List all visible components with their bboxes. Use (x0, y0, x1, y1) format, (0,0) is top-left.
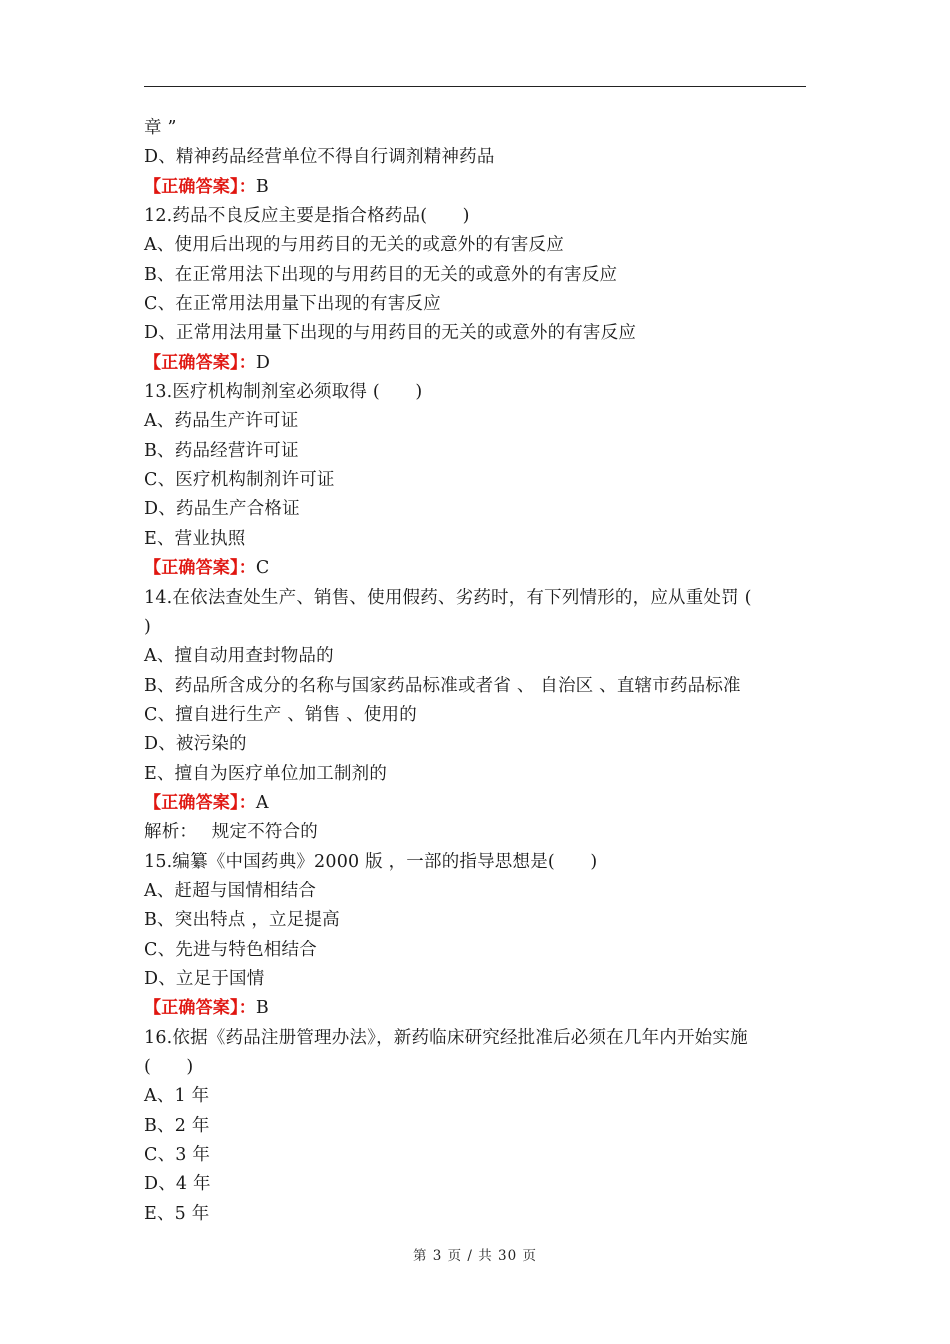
text-line: B、在正常用法下出现的与用药目的无关的或意外的有害反应 (144, 264, 618, 285)
text-line: C、先进与特色相结合 (144, 939, 317, 960)
text-line: A、擅自动用查封物品的 (144, 646, 334, 667)
text-line: C、医疗机构制剂许可证 (144, 470, 335, 491)
text-line: ) (144, 616, 152, 637)
text-line: 16.依据《药品注册管理办法》，新药临床研究经批准后必须在几年内开始实施 (144, 1027, 748, 1048)
text-line: 15.编纂《中国药典》2000 版 ，一部的指导思想是( ) (144, 851, 598, 872)
answer-label: 【正确答案】： (144, 998, 256, 1019)
text-line: D、立足于国情 (144, 968, 265, 989)
answer-line (144, 349, 806, 378)
answer-line (144, 994, 806, 1023)
text-line: A、使用后出现的与用药目的无关的或意外的有害反应 (144, 235, 564, 256)
answer-value: A (255, 792, 269, 813)
answer-line (144, 789, 806, 818)
text-line: C、擅自进行生产 、销售 、使用的 (144, 704, 417, 725)
text-line: D、精神药品经营单位不得自行调剂精神药品 (144, 147, 495, 168)
text-line: E、5 年 (144, 1203, 210, 1224)
text-line: E、营业执照 (144, 528, 246, 549)
text-line: B、药品所含成分的名称与国家药品标准或者省 、 自治区 、直辖市药品标准 (144, 675, 741, 696)
answer-label: 【正确答案】： (144, 176, 256, 197)
text-line: 13.医疗机构制剂室必须取得 ( ) (144, 382, 423, 403)
header-rule (144, 86, 806, 87)
answer-value: C (255, 558, 270, 579)
answer-value: B (255, 998, 269, 1019)
text-line: 14.在依法查处生产、销售、使用假药、劣药时，有下列情形的，应从重处罚 ( (144, 587, 752, 608)
answer-value: B (255, 176, 269, 197)
text-line: 解析： 规定不符合的 (144, 822, 319, 843)
page-footer: 第 3 页 / 共 30 页 (412, 1248, 538, 1264)
answer-line (144, 554, 806, 583)
answer-line (144, 173, 806, 202)
text-line: D、药品生产合格证 (144, 499, 300, 520)
text-line: D、正常用法用量下出现的与用药目的无关的或意外的有害反应 (144, 323, 637, 344)
answer-label: 【正确答案】： (144, 352, 256, 373)
text-line: B、2 年 (144, 1115, 210, 1136)
text-line: 12.药品不良反应主要是指合格药品( ) (144, 206, 470, 227)
answer-value: D (255, 352, 271, 373)
text-line: 章 ” (144, 118, 177, 138)
answer-label: 【正确答案】： (144, 792, 256, 813)
text-line: D、被污染的 (144, 734, 247, 755)
text-line: A、1 年 (144, 1086, 210, 1107)
text-line: B、突出特点 ，立足提高 (144, 910, 340, 931)
text-line: E、擅自为医疗单位加工制剂的 (144, 763, 388, 784)
text-line: C、3 年 (144, 1145, 211, 1166)
text-line: D、4 年 (144, 1174, 211, 1195)
answer-label: 【正确答案】： (144, 558, 256, 579)
text-line: ( ) (144, 1057, 194, 1077)
text-line: A、药品生产许可证 (144, 411, 299, 432)
page-content (144, 114, 806, 1229)
text-line: B、药品经营许可证 (144, 440, 299, 461)
text-line: C、在正常用法用量下出现的有害反应 (144, 294, 441, 315)
text-line: A、赶超与国情相结合 (144, 880, 317, 901)
